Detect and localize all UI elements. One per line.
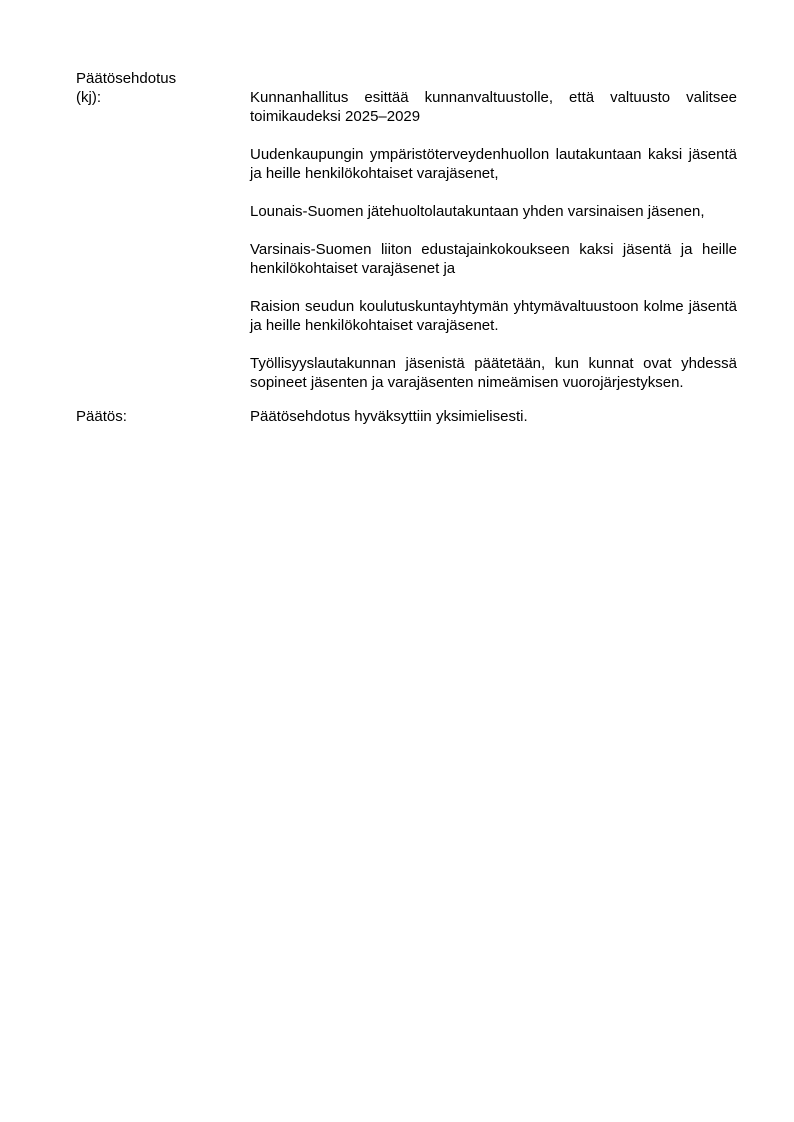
decision-proposal-label-line2: (kj): [76, 89, 101, 106]
decision-proposal-text [250, 88, 737, 392]
decision-proposal-label [76, 69, 236, 107]
decision-proposal-label-line1: Päätösehdotus [76, 70, 177, 87]
proposal-paragraph: Raision seudun koulutuskuntayhtymän yhtymävaltuustoon kolme jäsentä ja heille henkilökohtaiset varajäsenet. [250, 298, 737, 334]
proposal-paragraph: Kunnanhallitus esittää kunnanvaltuustolle, että valtuusto valitsee toimikaudeksi 2025–2029 [250, 89, 737, 125]
proposal-paragraph: Lounais-Suomen jätehuoltolautakuntaan yhden varsinaisen jäsenen, [250, 203, 705, 220]
proposal-paragraph: Työllisyyslautakunnan jäsenistä päätetään, kun kunnat ovat yhdessä sopineet jäsenten ja varajäsenten nimeämisen vuorojärjestyksen. [250, 355, 737, 391]
decision-label: Päätös: [76, 408, 127, 425]
proposal-paragraph: Uudenkaupungin ympäristöterveydenhuollon lautakuntaan kaksi jäsentä ja heille henkilökohtaiset varajäsenet, [250, 146, 737, 182]
decision-text-block [250, 407, 737, 426]
decision-text: Päätösehdotus hyväksyttiin yksimielisesti. [250, 408, 528, 425]
proposal-paragraph: Varsinais-Suomen liiton edustajainkokoukseen kaksi jäsentä ja heille henkilökohtaiset varajäsenet ja [250, 241, 737, 277]
